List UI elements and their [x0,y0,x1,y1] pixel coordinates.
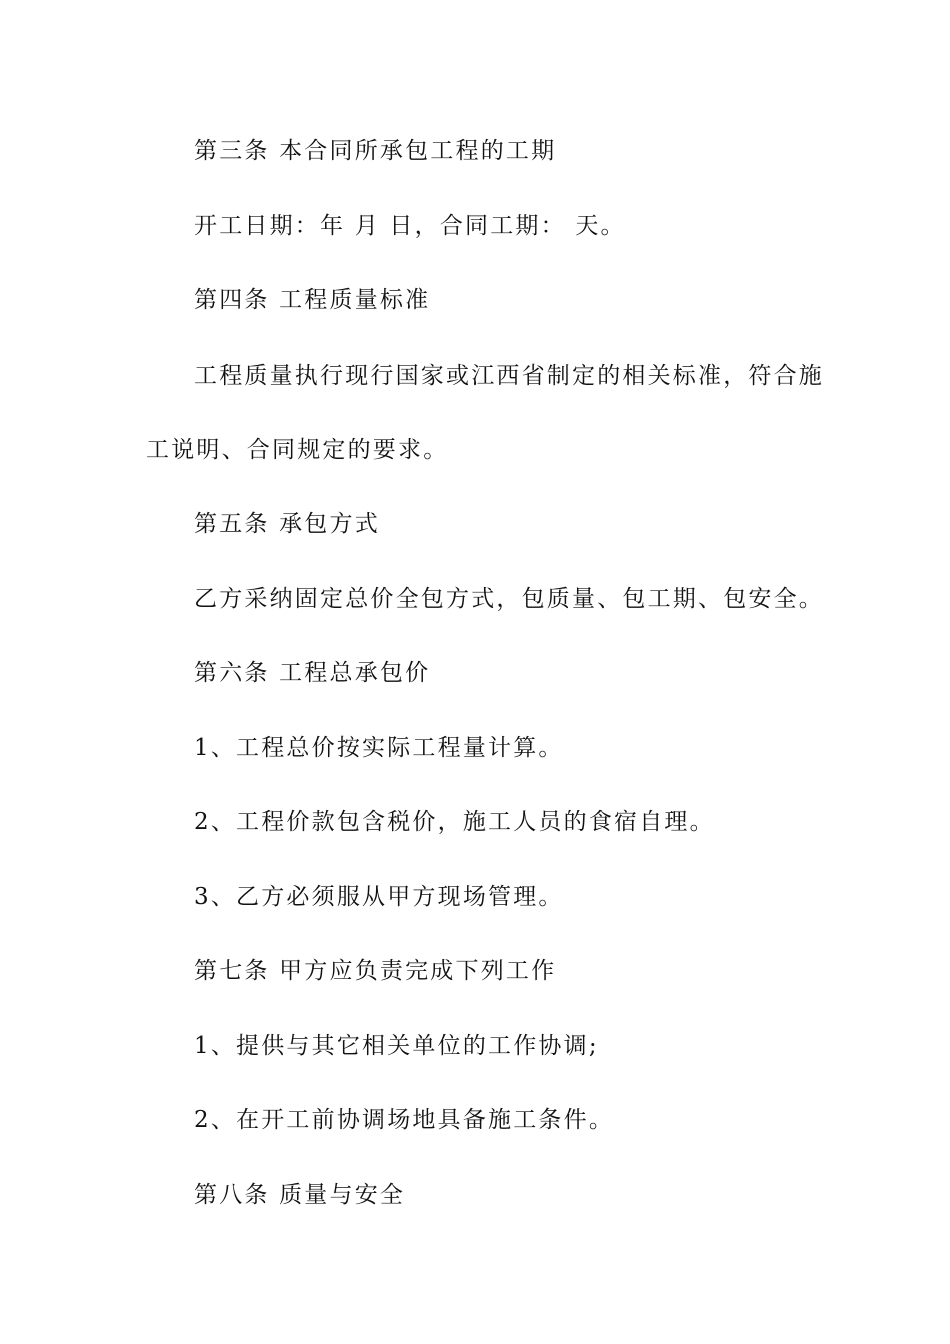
article-8-heading: 第八条 质量与安全 [194,1182,406,1208]
article-7-heading: 第七条 甲方应负责完成下列工作 [194,958,557,984]
price-item-2: 2、工程价款包含税价，施工人员的食宿自理。 [194,809,715,835]
start-date-line: 开工日期：年 月 日，合同工期： 天。 [194,213,626,239]
contract-method-line: 乙方采纳固定总价全包方式，包质量、包工期、包安全。 [194,586,824,612]
price-item-1: 1、工程总价按实际工程量计算。 [194,735,564,761]
article-6-heading: 第六条 工程总承包价 [194,660,431,686]
article-5-heading: 第五条 承包方式 [194,511,380,537]
quality-standard-line-continued: 工说明、合同规定的要求。 [146,437,449,463]
quality-standard-line: 工程质量执行现行国家或江西省制定的相关标准，符合施 [194,363,824,389]
duty-item-1: 1、提供与其它相关单位的工作协调; [194,1033,599,1059]
duty-item-2: 2、在开工前协调场地具备施工条件。 [194,1107,615,1133]
article-3-heading: 第三条 本合同所承包工程的工期 [194,138,557,164]
price-item-3: 3、乙方必须服从甲方现场管理。 [194,884,564,910]
article-4-heading: 第四条 工程质量标准 [194,287,431,313]
